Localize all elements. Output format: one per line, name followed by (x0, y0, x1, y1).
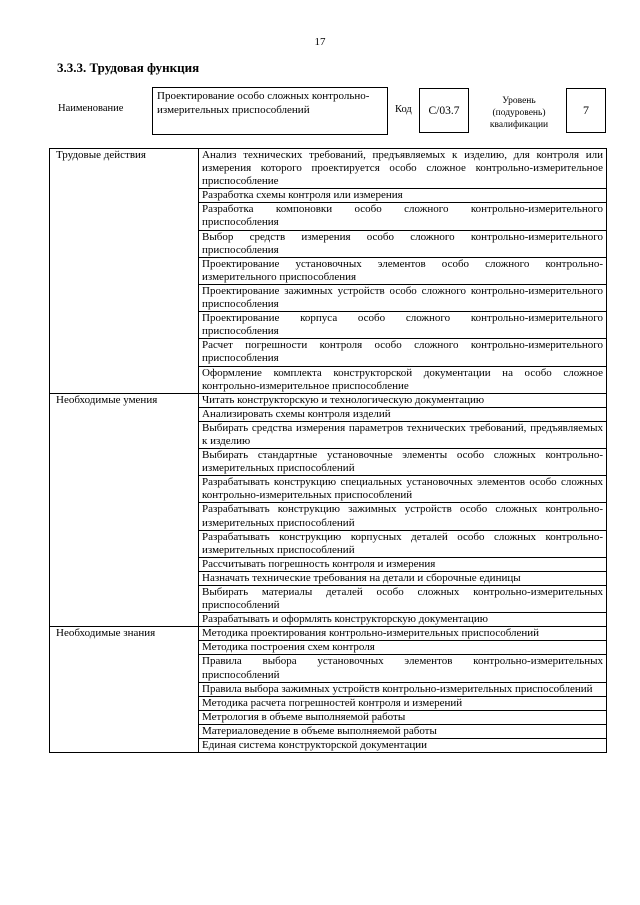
item-cell: Выбирать стандартные установочные элементы особо сложных контрольно-измерительных приспособлений (199, 449, 607, 476)
item-cell: Проектирование зажимных устройств особо сложного контрольно-измерительного приспособления (199, 284, 607, 311)
item-cell: Выбирать средства измерения параметров технических требований, предъявляемых к изделию (199, 421, 607, 448)
labor-function-table (49, 148, 607, 753)
item-cell: Анализировать схемы контроля изделий (199, 407, 607, 421)
item-cell: Правила выбора зажимных устройств контрольно-измерительных приспособлений (199, 682, 607, 696)
section-title: 3.3.3. Трудовая функция (57, 60, 200, 75)
labor-function-table-body (50, 149, 607, 753)
item-cell: Выбирать материалы деталей особо сложных контрольно-измерительных приспособлений (199, 586, 607, 613)
item-cell: Разработка схемы контроля или измерения (199, 189, 607, 203)
item-cell: Разрабатывать и оформлять конструкторскую документацию (199, 613, 607, 627)
function-name-box: Проектирование особо сложных контрольно-измерительных приспособлений (152, 87, 388, 135)
item-cell: Метрология в объеме выполняемой работы (199, 710, 607, 724)
qualification-level-box (566, 88, 606, 133)
code-box (419, 88, 469, 133)
item-cell: Разработка компоновки особо сложного контрольно-измерительного приспособления (199, 203, 607, 230)
item-cell: Методика построения схем контроля (199, 641, 607, 655)
item-cell: Проектирование корпуса особо сложного контрольно-измерительного приспособления (199, 312, 607, 339)
item-cell: Проектирование установочных элементов особо сложного контрольно-измерительного приспособления (199, 257, 607, 284)
qualification-level-value: 7 (583, 103, 589, 117)
item-cell: Разрабатывать конструкцию специальных установочных элементов особо сложных контрольно-измерительных приспособлений (199, 476, 607, 503)
table-row (50, 627, 607, 641)
item-cell: Выбор средств измерения особо сложного контрольно-измерительного приспособления (199, 230, 607, 257)
item-cell: Методика расчета погрешностей контроля и измерений (199, 696, 607, 710)
item-cell: Единая система конструкторской документации (199, 739, 607, 753)
item-cell: Разрабатывать конструкцию зажимных устройств особо сложных контрольно-измерительных приспособлений (199, 503, 607, 530)
code-label: Код (395, 104, 412, 115)
table-row (50, 393, 607, 407)
item-cell: Методика проектирования контрольно-измерительных приспособлений (199, 627, 607, 641)
item-cell: Рассчитывать погрешность контроля и измерения (199, 557, 607, 571)
item-cell: Разрабатывать конструкцию корпусных деталей особо сложных контрольно-измерительных приспособлений (199, 530, 607, 557)
page-number: 17 (314, 36, 326, 48)
category-cell: Необходимые умения (50, 393, 199, 627)
code-value: C/03.7 (428, 104, 460, 117)
table-row (50, 149, 607, 189)
item-cell: Расчет погрешности контроля особо сложного контрольно-измерительного приспособления (199, 339, 607, 366)
category-cell: Трудовые действия (50, 149, 199, 394)
item-cell: Оформление комплекта конструкторской документации на особо сложное контрольно-измерительное приспособление (199, 366, 607, 393)
qualification-level-label: Уровень (подуровень) квалификации (489, 96, 549, 130)
item-cell: Читать конструкторскую и технологическую документацию (199, 393, 607, 407)
name-label: Наименование (58, 103, 124, 114)
item-cell: Анализ технических требований, предъявляемых к изделию, для контроля или измерения которого проектируется особо сложное контрольно-измерительное приспособление (199, 149, 607, 189)
item-cell: Правила выбора установочных элементов контрольно-измерительных приспособлений (199, 655, 607, 682)
item-cell: Материаловедение в объеме выполняемой работы (199, 724, 607, 738)
item-cell: Назначать технические требования на детали и сборочные единицы (199, 571, 607, 585)
category-cell: Необходимые знания (50, 627, 199, 753)
